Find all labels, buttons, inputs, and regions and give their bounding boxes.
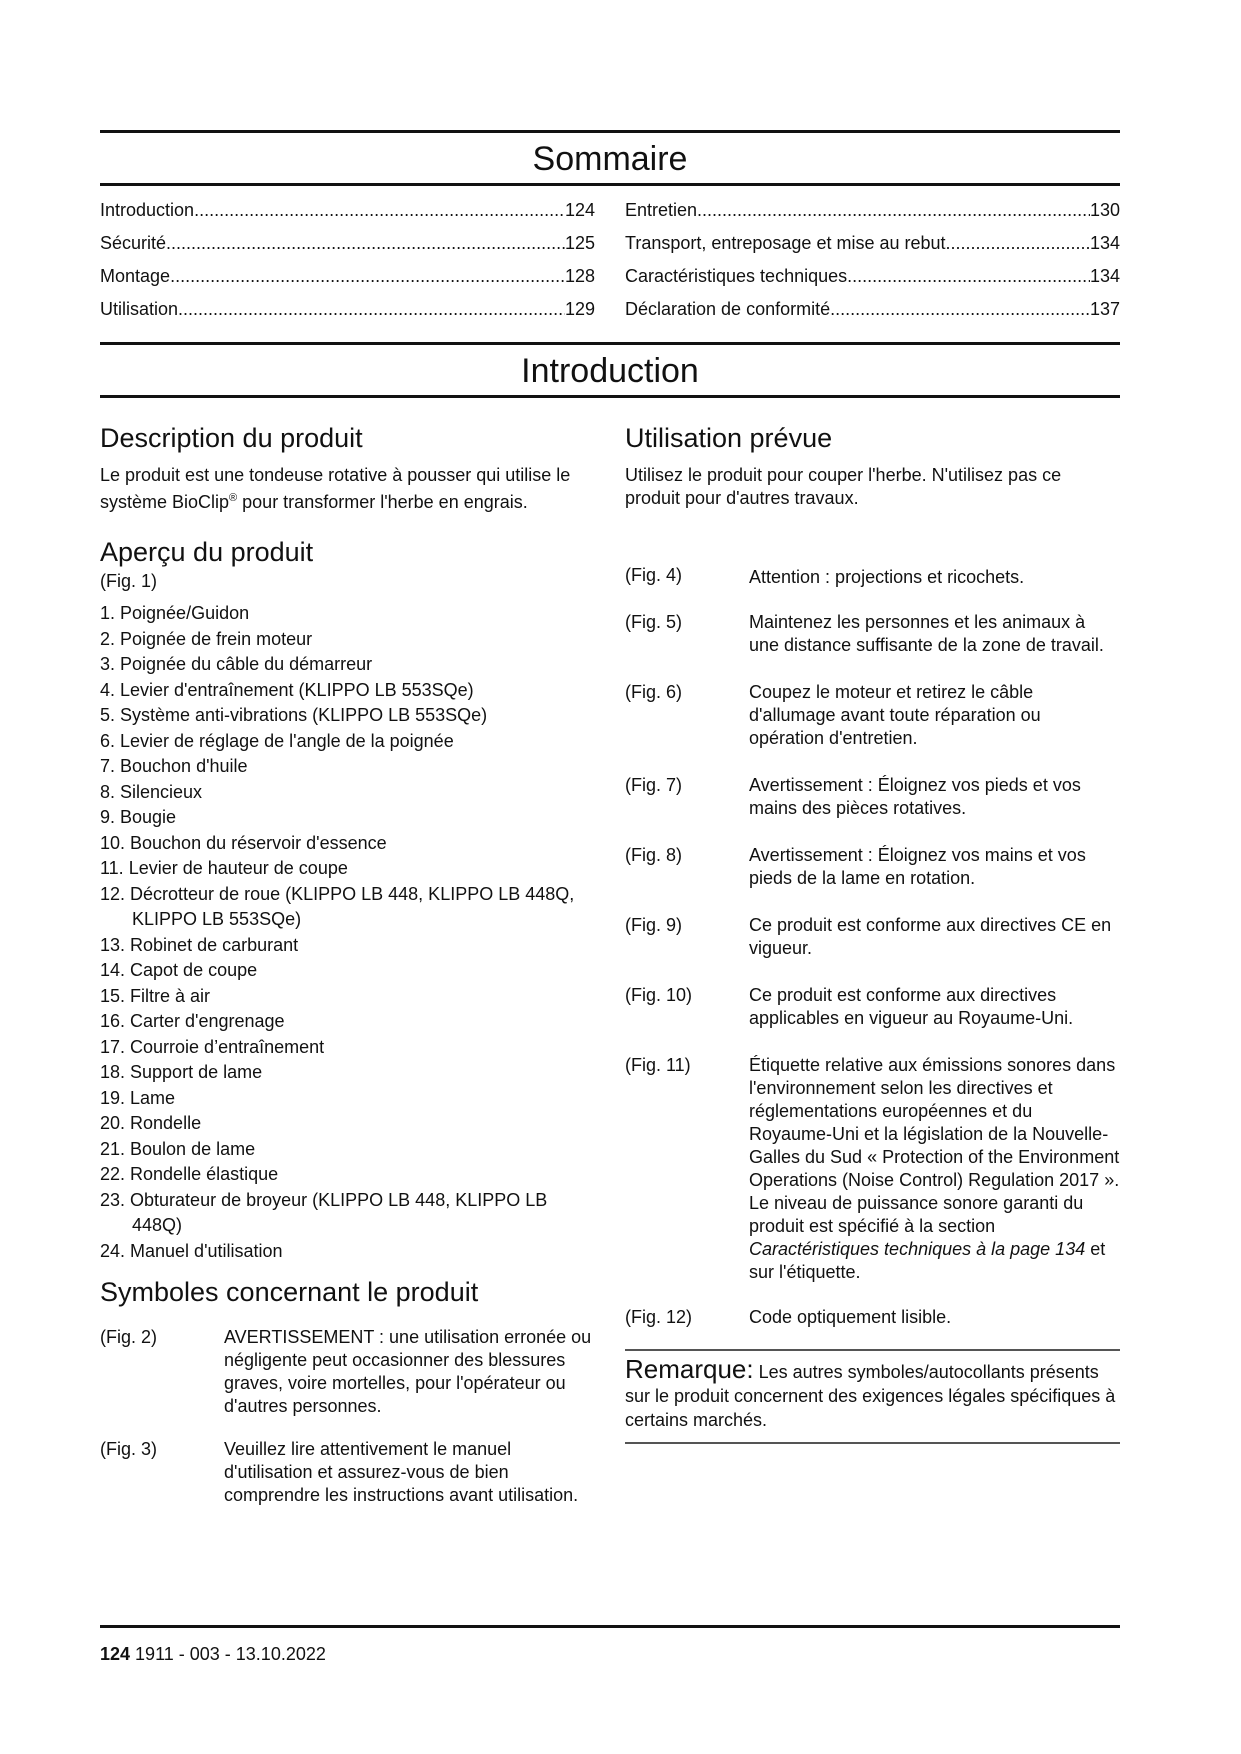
symbol-entry: (Fig. 8) Avertissement : Éloignez vos mains et vos pieds de la lame en rotation. xyxy=(625,845,1086,888)
list-item: 12. Décrotteur de roue (KLIPPO LB 448, KLIPPO LB 448Q, KLIPPO LB 553SQe) xyxy=(100,883,575,929)
symbol-entry: (Fig. 9) Ce produit est conforme aux directives CE en vigueur. xyxy=(625,915,1112,958)
list-item: 9. Bougie xyxy=(100,807,177,827)
list-item: 15. Filtre à air xyxy=(100,985,211,1006)
list-item: 23. Obturateur de broyeur (KLIPPO LB 448, KLIPPO LB 448Q) xyxy=(100,1189,548,1235)
document-id: 1911 - 003 - 13.10.2022 xyxy=(130,1644,326,1664)
list-item: 1. Poignée/Guidon xyxy=(100,603,250,623)
symbol-entry: (Fig. 10) Ce produit est conforme aux directives applicables en vigueur au Royaume-Uni. xyxy=(625,985,1074,1028)
symbol-entry: (Fig. 5) Maintenez les personnes et les animaux à une distance suffisante de la zone de travail. xyxy=(625,612,1104,655)
list-item: 13. Robinet de carburant xyxy=(100,934,299,955)
symbol-entry: (Fig. 4) Attention : projections et ricochets. xyxy=(625,565,1025,587)
overview-heading: Aperçu du produit xyxy=(100,537,314,567)
list-item: 21. Boulon de lame xyxy=(100,1138,256,1159)
left-column xyxy=(100,408,595,1507)
list-item: 5. Système anti-vibrations (KLIPPO LB 553SQe) xyxy=(100,705,488,725)
intro-columns xyxy=(100,408,1120,1507)
list-item: 16. Carter d'engrenage xyxy=(100,1011,285,1031)
symbol-entry: (Fig. 3) Veuillez lire attentivement le manuel d'utilisation et assurez-vous de bien comprendre les instructions avant utilisation. xyxy=(100,1439,579,1505)
list-item: 8. Silencieux xyxy=(100,781,203,802)
toc-entry[interactable]: Caractéristiques techniques ..... 134 xyxy=(625,260,1120,293)
list-item: 14. Capot de coupe xyxy=(100,960,258,980)
intended-use-text: Utilisez le produit pour couper l'herbe. N'utilisez pas ce produit pour d'autres travaux. xyxy=(625,465,1062,508)
remark-box xyxy=(625,1349,1120,1444)
cross-reference-link[interactable]: Caractéristiques techniques à la page 134 xyxy=(749,1239,1086,1259)
symbol-entry: (Fig. 2) AVERTISSEMENT : une utilisation erronée ou négligente peut occasionner des blessures graves, voire mortelles, pour l'opérateur ou d'autres personnes. xyxy=(100,1327,592,1416)
intended-use-heading: Utilisation prévue xyxy=(625,423,833,453)
section-title: Introduction xyxy=(521,352,699,390)
symbol-entry: (Fig. 6) Coupez le moteur et retirez le câble d'allumage avant toute réparation ou opération d'entretien. xyxy=(625,682,1041,748)
symbol-entry: (Fig. 7) Avertissement : Éloignez vos pieds et vos mains des pièces rotatives. xyxy=(625,775,1081,818)
page-number: 124 xyxy=(100,1644,131,1664)
list-item: 24. Manuel d'utilisation xyxy=(100,1240,283,1261)
list-item: 2. Poignée de frein moteur xyxy=(100,628,313,649)
divider xyxy=(100,395,1120,398)
divider xyxy=(100,1625,1120,1628)
list-item: 7. Bouchon d'huile xyxy=(100,756,248,776)
remark-text: Les autres symboles/autocollants présents sur le produit concernent des exigences légales spécifiques à certains marchés. xyxy=(625,1362,1116,1430)
list-item: 10. Bouchon du réservoir d'essence xyxy=(100,832,387,853)
list-item: 4. Levier d'entraînement (KLIPPO LB 553SQe) xyxy=(100,679,474,700)
list-item: 18. Support de lame xyxy=(100,1062,263,1082)
list-item: 3. Poignée du câble du démarreur xyxy=(100,654,373,674)
divider xyxy=(100,183,1120,186)
symbol-entry: (Fig. 11) Étiquette relative aux émissions sonores dans l'environnement selon les directives et réglementations européennes et du Royaume-Uni et la législation de la Nouvelle-Galles du Sud « Protection of the Environment Operations (Noise Control) Regulation 2017 ». Le niveau de puissance sonore garanti du produit est spécifié à la section Caractéristiques techniques à la page 134 et sur l'étiquette. xyxy=(625,1055,1120,1282)
list-item: 11. Levier de hauteur de coupe xyxy=(100,858,348,878)
toc-entry[interactable]: Entretien ..... 130 xyxy=(625,194,1120,227)
list-item: 6. Levier de réglage de l'angle de la poignée xyxy=(100,730,454,751)
toc-entry[interactable]: Déclaration de conformité ..... 137 xyxy=(625,293,1120,326)
toc-title: Sommaire xyxy=(532,140,688,178)
toc-entry[interactable]: Transport, entreposage et mise au rebut ..... 134 xyxy=(625,227,1120,260)
toc-entry[interactable]: Montage ..... 128 xyxy=(100,260,595,293)
list-item: 20. Rondelle xyxy=(100,1113,202,1133)
toc-entry[interactable]: Utilisation ..... 129 xyxy=(100,293,595,326)
parts-list xyxy=(100,601,595,1264)
list-item: 22. Rondelle élastique xyxy=(100,1164,279,1184)
toc-right-column xyxy=(625,194,1120,326)
description-text: Le produit est une tondeuse rotative à pousser qui utilise le système BioClip® pour transformer l'herbe en engrais. xyxy=(100,465,571,512)
symbol-entry: (Fig. 12) Code optiquement lisible. xyxy=(625,1307,952,1327)
figure-reference: (Fig. 1) xyxy=(100,571,158,591)
remark-label: Remarque: xyxy=(625,1354,754,1384)
symbols-heading: Symboles concernant le produit xyxy=(100,1277,479,1307)
table-of-contents xyxy=(100,194,1120,326)
toc-left-column xyxy=(100,194,595,326)
toc-entry[interactable]: Introduction ..... 124 xyxy=(100,194,595,227)
list-item: 19. Lame xyxy=(100,1087,176,1108)
description-heading: Description du produit xyxy=(100,423,363,453)
page-footer xyxy=(100,1625,1120,1665)
list-item: 17. Courroie d’entraînement xyxy=(100,1036,325,1057)
toc-entry[interactable]: Sécurité ..... 125 xyxy=(100,227,595,260)
document-page xyxy=(100,130,1120,1507)
right-column xyxy=(625,408,1120,1507)
